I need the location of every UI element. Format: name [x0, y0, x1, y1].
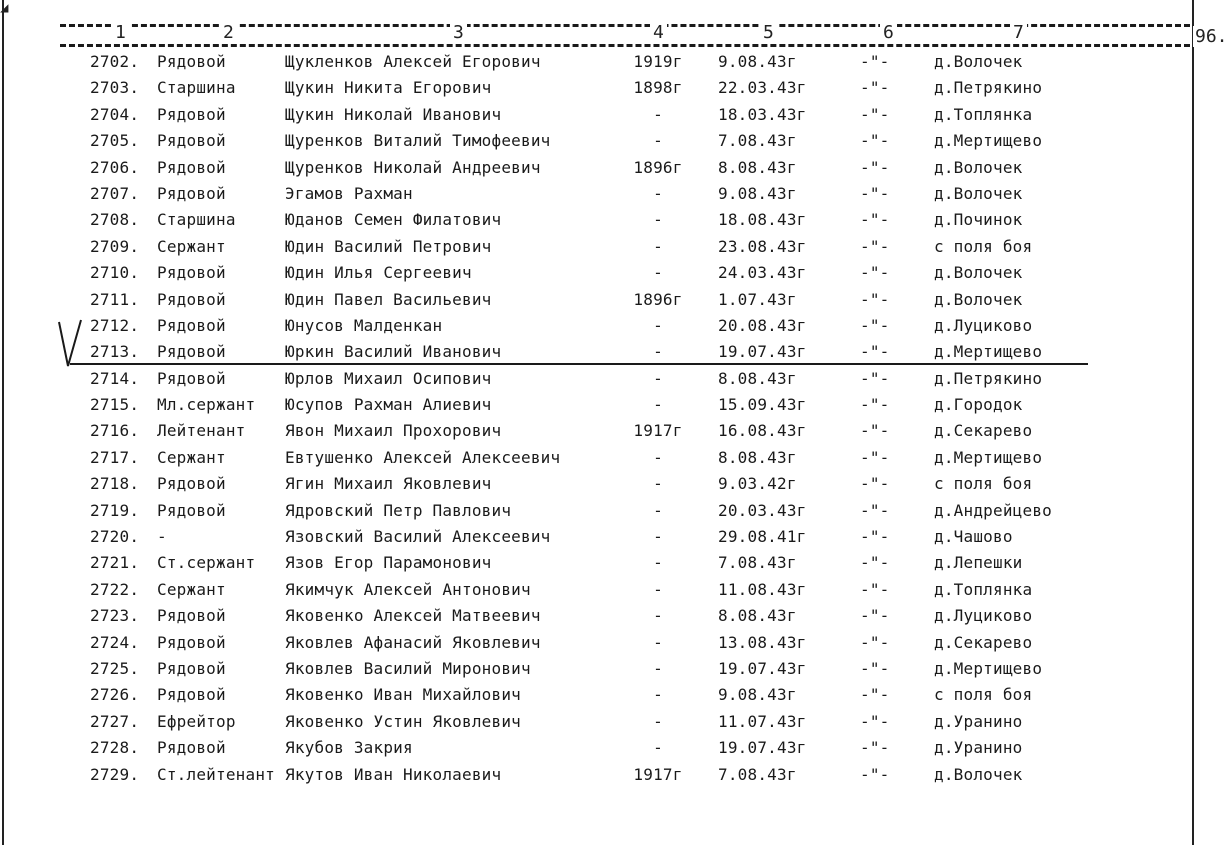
record-place: д.Петрякино [934, 368, 1043, 388]
table-row [0, 49, 1200, 75]
column-number-7: 7 [1010, 22, 1027, 43]
record-name: Юнусов Малденкан [285, 315, 443, 335]
record-rank: Рядовой [157, 289, 226, 309]
record-name: Юдин Павел Васильевич [285, 289, 492, 309]
record-date: 1.07.43г [718, 289, 797, 309]
record-ditto: -"- [860, 711, 890, 731]
record-name: Щуренков Виталий Тимофеевич [285, 131, 551, 151]
record-date: 11.08.43г [718, 579, 807, 599]
record-ditto: -"- [860, 632, 890, 652]
record-number: 2713. [90, 342, 140, 362]
record-number: 2729. [90, 764, 140, 784]
record-list [0, 49, 1200, 788]
record-rank: Мл.сержант [157, 395, 256, 415]
record-ditto: -"- [860, 236, 890, 256]
record-name: Ядровский Петр Павлович [285, 500, 512, 520]
table-row [0, 735, 1200, 761]
record-number: 2704. [90, 104, 140, 124]
record-ditto: -"- [860, 289, 890, 309]
record-place: д.Волочек [934, 764, 1023, 784]
record-rank: Сержант [157, 579, 226, 599]
record-date: 22.03.43г [718, 78, 807, 98]
record-rank: Рядовой [157, 183, 226, 203]
column-number-5: 5 [760, 22, 777, 43]
record-date: 8.08.43г [718, 447, 797, 467]
table-row [0, 524, 1200, 550]
record-name: Явон Михаил Прохорович [285, 421, 502, 441]
record-place: д.Волочек [934, 289, 1023, 309]
record-birth-year: - [653, 447, 663, 467]
record-date: 7.08.43г [718, 553, 797, 573]
record-name: Евтушенко Алексей Алексеевич [285, 447, 561, 467]
record-birth-year: - [653, 527, 663, 547]
record-date: 23.08.43г [718, 236, 807, 256]
record-name: Юрлов Михаил Осипович [285, 368, 492, 388]
table-row [0, 181, 1200, 207]
record-birth-year: - [653, 210, 663, 230]
table-row [0, 762, 1200, 788]
record-place: д.Волочек [934, 157, 1023, 177]
record-place: д.Андрейцево [934, 500, 1052, 520]
column-number-4: 4 [650, 22, 667, 43]
record-birth-year: - [653, 685, 663, 705]
record-rank: Рядовой [157, 738, 226, 758]
record-birth-year: - [653, 368, 663, 388]
table-row [0, 471, 1200, 497]
record-number: 2709. [90, 236, 140, 256]
record-birth-year: - [653, 395, 663, 415]
record-number: 2719. [90, 500, 140, 520]
record-name: Юданов Семен Филатович [285, 210, 502, 230]
record-number: 2723. [90, 606, 140, 626]
table-row [0, 445, 1200, 471]
record-birth-year: - [653, 236, 663, 256]
table-row [0, 577, 1200, 603]
record-place: д.Секарево [934, 632, 1033, 652]
table-row [0, 234, 1200, 260]
record-number: 2712. [90, 315, 140, 335]
record-date: 7.08.43г [718, 764, 797, 784]
table-row [0, 418, 1200, 444]
record-name: Юдин Василий Петрович [285, 236, 492, 256]
handwritten-underline [70, 363, 1088, 365]
record-date: 18.08.43г [718, 210, 807, 230]
record-place: д.Волочек [934, 183, 1023, 203]
corner-arrow-icon: ◢ [0, 0, 9, 16]
table-row [0, 498, 1200, 524]
record-ditto: -"- [860, 104, 890, 124]
record-name: Ягин Михаил Яковлевич [285, 474, 492, 494]
record-number: 2721. [90, 553, 140, 573]
table-row [0, 207, 1200, 233]
record-ditto: -"- [860, 527, 890, 547]
table-row [0, 656, 1200, 682]
check-mark-icon [55, 318, 85, 370]
column-number-3: 3 [450, 22, 467, 43]
record-rank: Старшина [157, 210, 236, 230]
record-number: 2716. [90, 421, 140, 441]
record-place: д.Топлянка [934, 104, 1033, 124]
record-rank: Рядовой [157, 342, 226, 362]
record-place: д.Волочек [934, 263, 1023, 283]
record-number: 2728. [90, 738, 140, 758]
record-number: 2717. [90, 447, 140, 467]
record-name: Якутов Иван Николаевич [285, 764, 502, 784]
record-rank: Рядовой [157, 685, 226, 705]
record-ditto: -"- [860, 447, 890, 467]
record-ditto: -"- [860, 764, 890, 784]
record-number: 2708. [90, 210, 140, 230]
record-rank: Сержант [157, 447, 226, 467]
record-number: 2703. [90, 78, 140, 98]
header-dashed-rule-bottom [60, 44, 1190, 47]
record-number: 2727. [90, 711, 140, 731]
table-row [0, 630, 1200, 656]
record-birth-year: - [653, 658, 663, 678]
record-ditto: -"- [860, 685, 890, 705]
record-place: с поля боя [934, 236, 1033, 256]
record-place: д.Волочек [934, 52, 1023, 71]
record-date: 11.07.43г [718, 711, 807, 731]
column-number-2: 2 [220, 22, 237, 43]
record-date: 9.08.43г [718, 183, 797, 203]
record-ditto: -"- [860, 606, 890, 626]
table-row [0, 75, 1200, 101]
record-place: д.Мертищево [934, 447, 1043, 467]
record-place: д.Починок [934, 210, 1023, 230]
column-number-6: 6 [880, 22, 897, 43]
record-name: Щукин Николай Иванович [285, 104, 502, 124]
record-name: Якимчук Алексей Антонович [285, 579, 531, 599]
record-ditto: -"- [860, 210, 890, 230]
table-row [0, 102, 1200, 128]
record-date: 19.07.43г [718, 342, 807, 362]
record-ditto: -"- [860, 78, 890, 98]
table-row [0, 313, 1200, 339]
record-number: 2711. [90, 289, 140, 309]
table-row [0, 260, 1200, 286]
record-rank: Рядовой [157, 606, 226, 626]
record-date: 16.08.43г [718, 421, 807, 441]
record-name: Якубов Закрия [285, 738, 413, 758]
record-ditto: -"- [860, 658, 890, 678]
record-place: д.Чашово [934, 527, 1013, 547]
record-name: Яковенко Алексей Матвеевич [285, 606, 541, 626]
column-number-1: 1 [112, 22, 129, 43]
record-rank: Рядовой [157, 52, 226, 71]
table-row [0, 709, 1200, 735]
record-date: 29.08.41г [718, 527, 807, 547]
record-ditto: -"- [860, 183, 890, 203]
record-rank: Сержант [157, 236, 226, 256]
record-name: Щуренков Николай Андреевич [285, 157, 541, 177]
record-number: 2714. [90, 368, 140, 388]
record-ditto: -"- [860, 421, 890, 441]
record-number: 2707. [90, 183, 140, 203]
table-row [0, 603, 1200, 629]
record-ditto: -"- [860, 500, 890, 520]
record-date: 8.08.43г [718, 157, 797, 177]
record-birth-year: 1896г [633, 157, 683, 177]
record-date: 8.08.43г [718, 368, 797, 388]
record-birth-year: 1898г [633, 78, 683, 98]
record-rank: Рядовой [157, 632, 226, 652]
record-ditto: -"- [860, 395, 890, 415]
page-number: 96. [1195, 26, 1228, 47]
record-date: 20.08.43г [718, 315, 807, 335]
table-row [0, 682, 1200, 708]
record-ditto: -"- [860, 157, 890, 177]
record-ditto: -"- [860, 368, 890, 388]
record-rank: Ст.сержант [157, 553, 256, 573]
record-date: 8.08.43г [718, 606, 797, 626]
record-rank: Рядовой [157, 263, 226, 283]
record-birth-year: - [653, 263, 663, 283]
record-rank: Рядовой [157, 157, 226, 177]
record-rank: Лейтенант [157, 421, 246, 441]
record-place: с поля боя [934, 685, 1033, 705]
record-birth-year: - [653, 315, 663, 335]
record-place: д.Секарево [934, 421, 1033, 441]
record-ditto: -"- [860, 553, 890, 573]
record-birth-year: - [653, 632, 663, 652]
record-name: Яковенко Устин Яковлевич [285, 711, 521, 731]
record-place: д.Мертищево [934, 342, 1043, 362]
record-rank: Рядовой [157, 474, 226, 494]
record-name: Щукленков Алексей Егорович [285, 52, 541, 71]
record-rank: Ст.лейтенант [157, 764, 275, 784]
record-number: 2724. [90, 632, 140, 652]
record-date: 9.08.43г [718, 685, 797, 705]
record-place: д.Лепешки [934, 553, 1023, 573]
record-rank: Старшина [157, 78, 236, 98]
record-number: 2706. [90, 157, 140, 177]
record-birth-year: - [653, 183, 663, 203]
record-ditto: -"- [860, 263, 890, 283]
record-birth-year: - [653, 711, 663, 731]
record-date: 19.07.43г [718, 738, 807, 758]
record-ditto: -"- [860, 474, 890, 494]
record-number: 2715. [90, 395, 140, 415]
record-name: Язовский Василий Алексеевич [285, 527, 551, 547]
table-row [0, 339, 1200, 365]
record-number: 2720. [90, 527, 140, 547]
record-birth-year: - [653, 342, 663, 362]
record-date: 19.07.43г [718, 658, 807, 678]
record-date: 7.08.43г [718, 131, 797, 151]
record-place: д.Уранино [934, 711, 1023, 731]
record-name: Яковлев Василий Миронович [285, 658, 531, 678]
record-place: с поля боя [934, 474, 1033, 494]
record-birth-year: - [653, 104, 663, 124]
record-birth-year: 1917г [633, 421, 683, 441]
record-birth-year: - [653, 606, 663, 626]
record-date: 18.03.43г [718, 104, 807, 124]
record-birth-year: - [653, 553, 663, 573]
record-number: 2702. [90, 52, 140, 71]
table-row [0, 366, 1200, 392]
record-number: 2710. [90, 263, 140, 283]
record-place: д.Топлянка [934, 579, 1033, 599]
record-place: д.Мертищево [934, 658, 1043, 678]
record-date: 20.03.43г [718, 500, 807, 520]
record-rank: Рядовой [157, 658, 226, 678]
record-date: 15.09.43г [718, 395, 807, 415]
record-birth-year: - [653, 738, 663, 758]
record-name: Щукин Никита Егорович [285, 78, 492, 98]
record-name: Юркин Василий Иванович [285, 342, 502, 362]
record-name: Юдин Илья Сергеевич [285, 263, 472, 283]
table-row [0, 392, 1200, 418]
record-rank: Рядовой [157, 368, 226, 388]
record-name: Яковенко Иван Михайлович [285, 685, 521, 705]
record-date: 9.03.42г [718, 474, 797, 494]
record-date: 13.08.43г [718, 632, 807, 652]
record-rank: Рядовой [157, 104, 226, 124]
record-number: 2726. [90, 685, 140, 705]
record-birth-year: 1919г [633, 52, 683, 71]
table-row [0, 155, 1200, 181]
record-rank: Рядовой [157, 500, 226, 520]
record-rank: Рядовой [157, 315, 226, 335]
record-name: Эгамов Рахман [285, 183, 413, 203]
record-number: 2725. [90, 658, 140, 678]
record-number: 2722. [90, 579, 140, 599]
table-row [0, 128, 1200, 154]
table-row [0, 550, 1200, 576]
record-place: д.Луциково [934, 315, 1033, 335]
record-place: д.Мертищево [934, 131, 1043, 151]
record-birth-year: 1917г [633, 764, 683, 784]
record-birth-year: - [653, 579, 663, 599]
record-birth-year: 1896г [633, 289, 683, 309]
record-ditto: -"- [860, 315, 890, 335]
record-name: Яковлев Афанасий Яковлевич [285, 632, 541, 652]
record-ditto: -"- [860, 52, 890, 71]
record-birth-year: - [653, 131, 663, 151]
record-date: 9.08.43г [718, 52, 797, 71]
table-row [0, 287, 1200, 313]
record-place: д.Уранино [934, 738, 1023, 758]
record-number: 2718. [90, 474, 140, 494]
record-birth-year: - [653, 500, 663, 520]
record-ditto: -"- [860, 579, 890, 599]
record-ditto: -"- [860, 342, 890, 362]
record-place: д.Городок [934, 395, 1023, 415]
record-place: д.Луциково [934, 606, 1033, 626]
record-name: Язов Егор Парамонович [285, 553, 492, 573]
record-date: 24.03.43г [718, 263, 807, 283]
record-ditto: -"- [860, 738, 890, 758]
record-ditto: -"- [860, 131, 890, 151]
record-birth-year: - [653, 474, 663, 494]
record-place: д.Петрякино [934, 78, 1043, 98]
record-rank: Ефрейтор [157, 711, 236, 731]
record-rank: Рядовой [157, 131, 226, 151]
record-number: 2705. [90, 131, 140, 151]
record-name: Юсупов Рахман Алиевич [285, 395, 492, 415]
record-rank: - [157, 527, 167, 547]
